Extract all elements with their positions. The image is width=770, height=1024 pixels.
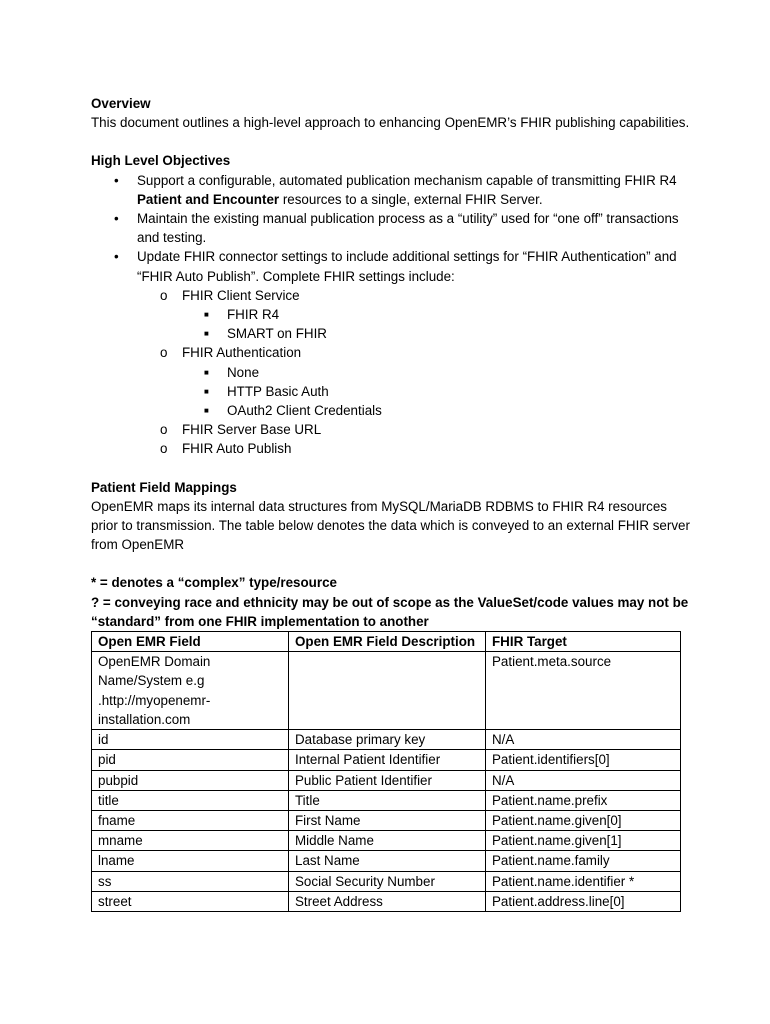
settings-subitem: ■ OAuth2 Client Credentials	[91, 401, 691, 420]
table-cell: Middle Name	[289, 831, 486, 851]
table-row	[92, 790, 681, 810]
overview-heading: Overview	[91, 96, 151, 111]
square-bullet-icon: ■	[204, 406, 209, 416]
bullet-icon: •	[114, 172, 119, 188]
table-row	[92, 770, 681, 790]
document-content	[91, 94, 691, 912]
objectives-list	[91, 171, 691, 286]
table-row	[92, 891, 681, 911]
table-cell: N/A	[486, 730, 681, 750]
objective-item: • Maintain the existing manual publication process as a “utility” used for “one off” transactions and testing.	[114, 211, 679, 246]
table-row	[92, 851, 681, 871]
table-row	[92, 750, 681, 770]
column-header: FHIR Target	[486, 632, 681, 652]
settings-subitem: ■ HTTP Basic Auth	[91, 382, 691, 401]
table-row	[92, 831, 681, 851]
square-bullet-icon: ■	[204, 386, 209, 396]
table-cell: lname	[92, 851, 289, 871]
column-header: Open EMR Field	[92, 632, 289, 652]
table-cell: Public Patient Identifier	[289, 770, 486, 790]
table-cell: pubpid	[92, 770, 289, 790]
table-cell: Street Address	[289, 891, 486, 911]
table-cell: street	[92, 891, 289, 911]
table-cell	[289, 652, 486, 730]
settings-list	[91, 286, 691, 305]
settings-subitem: ■ None	[91, 363, 691, 382]
table-row	[92, 652, 681, 730]
table-cell: id	[92, 730, 289, 750]
table-cell: fname	[92, 810, 289, 830]
table-row	[92, 810, 681, 830]
table-cell: Patient.meta.source	[486, 652, 681, 730]
square-bullet-icon: ■	[204, 310, 209, 320]
overview-text: This document outlines a high-level approach to enhancing OpenEMR’s FHIR publishing capabilities.	[91, 115, 690, 131]
table-cell: OpenEMR Domain Name/System e.g .http://myopenemr-installation.com	[92, 652, 289, 730]
table-cell: Patient.name.given[1]	[486, 831, 681, 851]
table-cell: Patient.name.given[0]	[486, 810, 681, 830]
bullet-icon: •	[114, 249, 119, 265]
table-cell: title	[92, 790, 289, 810]
objectives-heading: High Level Objectives	[91, 153, 231, 169]
mappings-heading: Patient Field Mappings	[91, 479, 237, 495]
square-bullet-icon: ■	[204, 329, 209, 339]
objective-item: • Support a configurable, automated publication mechanism capable of transmitting FHIR R4 Patient and Encounter resources to a single, external FHIR Server.	[114, 172, 677, 207]
table-cell: Patient.name.identifier *	[486, 871, 681, 891]
bullet-icon: •	[114, 211, 119, 227]
table-row	[92, 871, 681, 891]
table-cell: Title	[289, 790, 486, 810]
table-cell: Patient.name.prefix	[486, 790, 681, 810]
circle-bullet-icon: o	[160, 441, 168, 457]
table-cell: pid	[92, 750, 289, 770]
patient-field-table	[91, 631, 681, 912]
settings-item: o FHIR Authentication	[91, 343, 691, 362]
table-cell: Database primary key	[289, 730, 486, 750]
objective-item: • Update FHIR connector settings to include additional settings for “FHIR Authentication” and “FHIR Auto Publish”. Complete FHIR settings include:	[114, 249, 677, 284]
table-cell: mname	[92, 831, 289, 851]
table-header-row	[92, 632, 681, 652]
table-cell: Last Name	[289, 851, 486, 871]
table-cell: N/A	[486, 770, 681, 790]
mappings-text: OpenEMR maps its internal data structures from MySQL/MariaDB RDBMS to FHIR R4 resources prior to transmission. The table below denotes the data which is conveyed to an external FHIR server from OpenEMR	[91, 498, 690, 553]
table-row	[92, 730, 681, 750]
table-cell: Internal Patient Identifier	[289, 750, 486, 770]
table-cell: ss	[92, 871, 289, 891]
circle-bullet-icon: o	[160, 422, 168, 438]
circle-bullet-icon: o	[160, 345, 168, 361]
table-cell: Social Security Number	[289, 871, 486, 891]
table-cell: First Name	[289, 810, 486, 830]
settings-item: o FHIR Client Service	[91, 286, 691, 305]
client-service-list	[91, 305, 691, 343]
table-cell: Patient.address.line[0]	[486, 891, 681, 911]
race-ethnicity-note: ? = conveying race and ethnicity may be out of scope as the ValueSet/code values may not be “standard” from one FHIR implementation to another	[91, 594, 689, 629]
table-cell: Patient.identifiers[0]	[486, 750, 681, 770]
settings-subitem: ■ FHIR R4	[91, 305, 691, 324]
square-bullet-icon: ■	[204, 367, 209, 377]
complex-type-note: * = denotes a “complex” type/resource	[91, 575, 337, 591]
column-header: Open EMR Field Description	[289, 632, 486, 652]
authentication-list	[91, 363, 691, 421]
table-cell: Patient.name.family	[486, 851, 681, 871]
settings-item: o FHIR Auto Publish	[91, 439, 691, 458]
settings-item: o FHIR Server Base URL	[91, 420, 691, 439]
settings-subitem: ■ SMART on FHIR	[91, 324, 691, 343]
circle-bullet-icon: o	[160, 287, 168, 303]
